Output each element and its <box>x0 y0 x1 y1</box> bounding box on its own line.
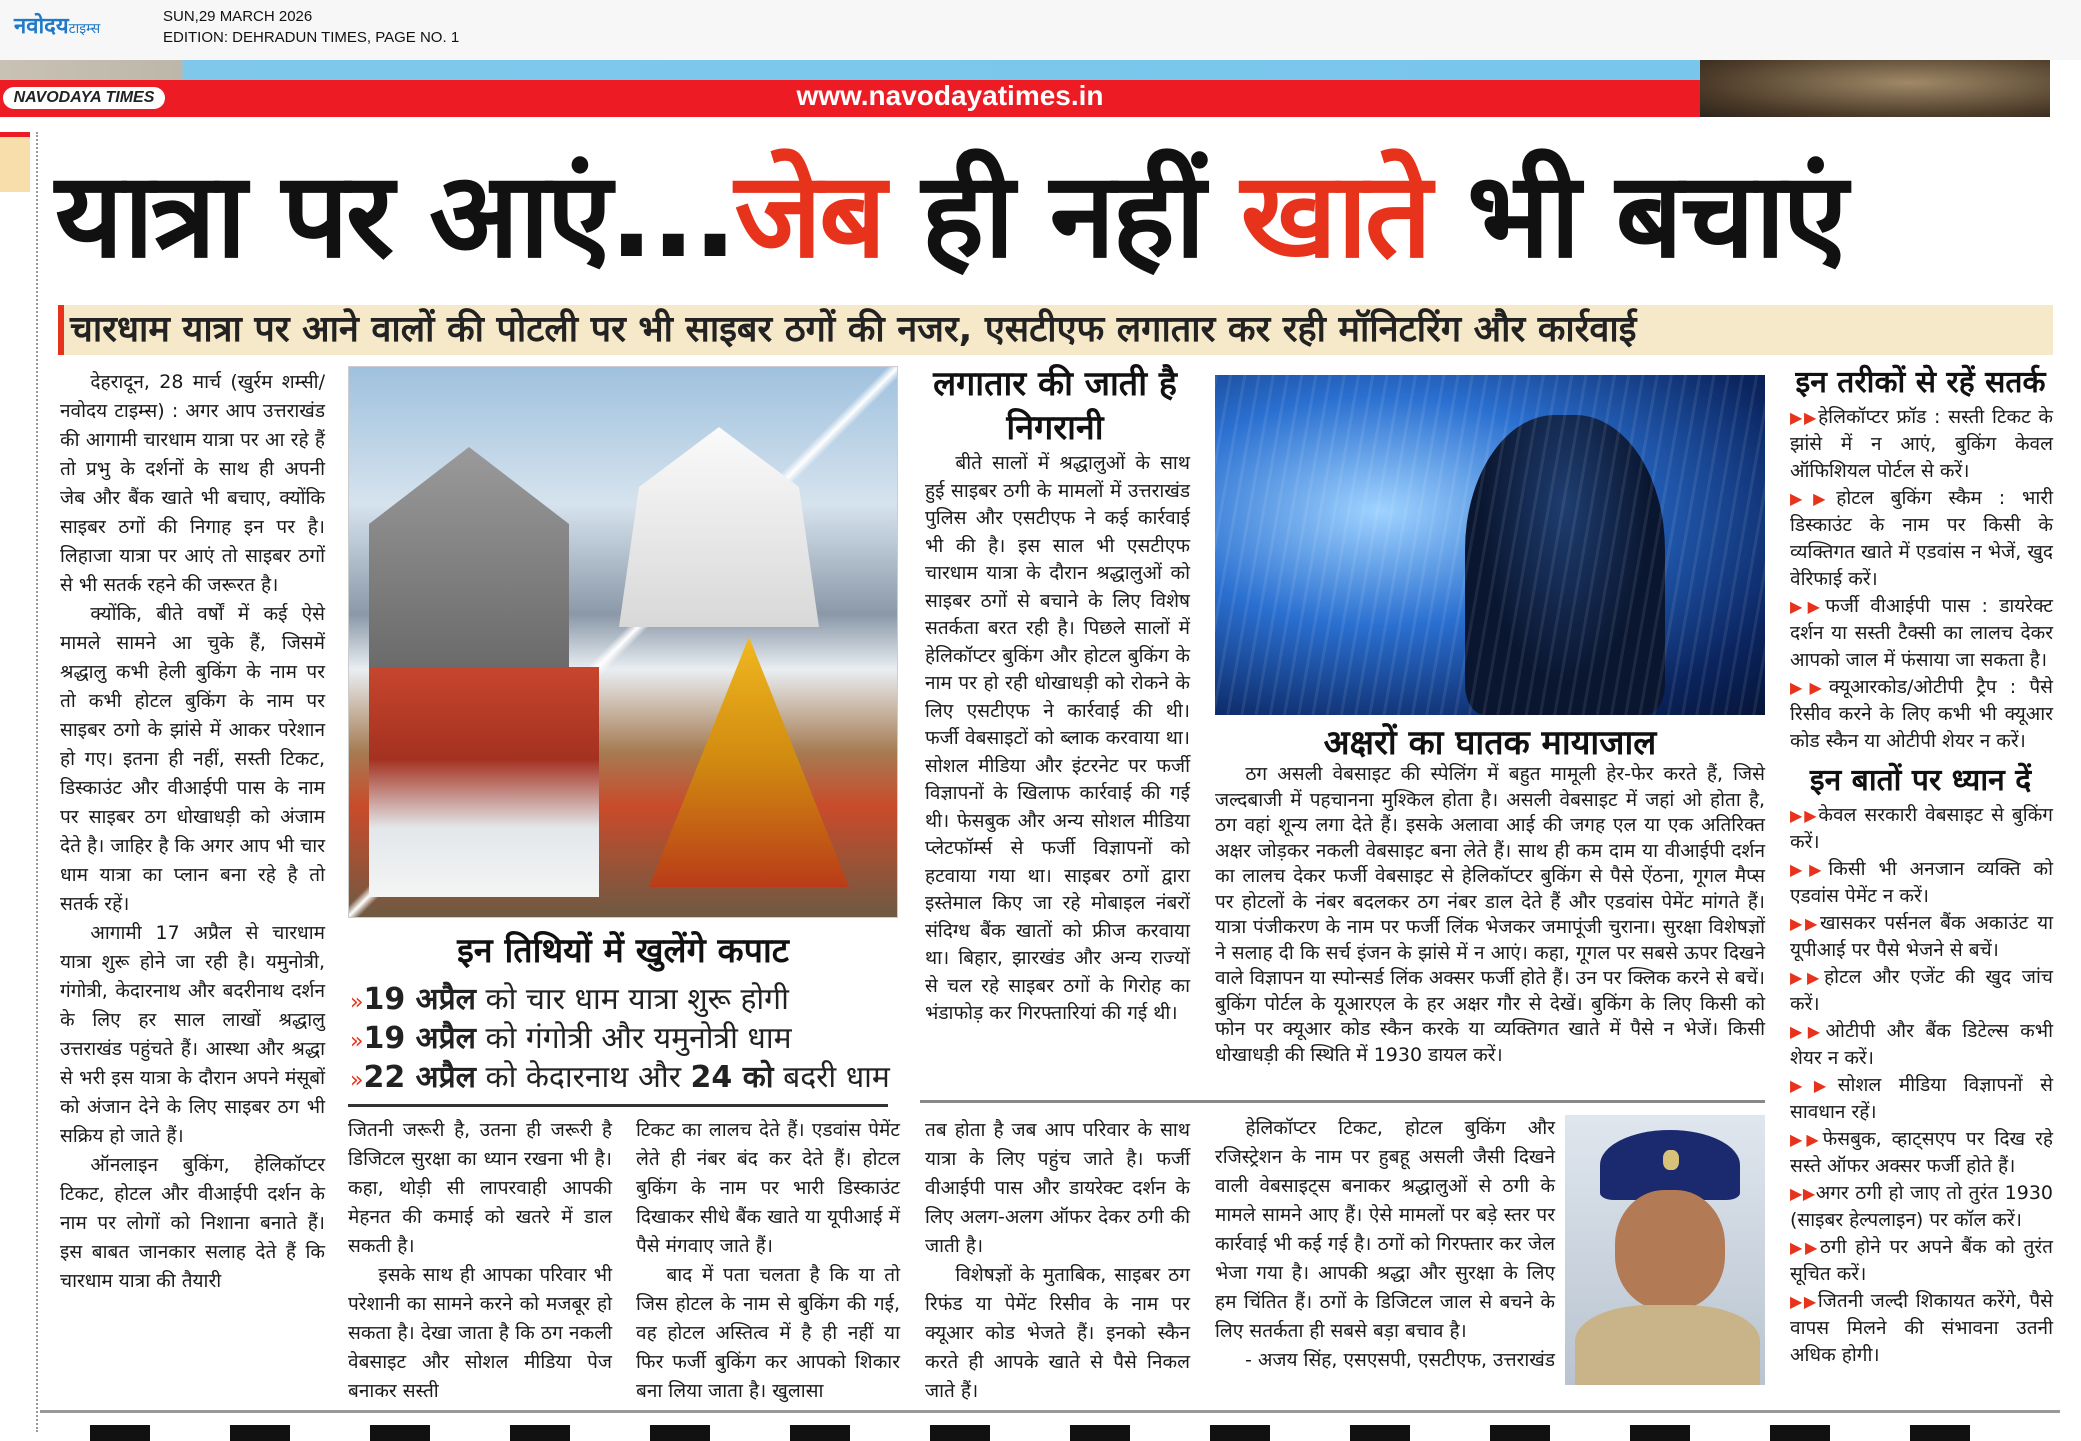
issue-date: SUN,29 MARCH 2026 <box>163 8 313 25</box>
tip-item <box>1790 856 2053 910</box>
logo-text: नवोदय <box>14 14 69 39</box>
headline-red-word: जेब <box>734 146 884 284</box>
mayajaal-story <box>1215 762 1765 1068</box>
next-headline-cutoff <box>90 1425 2040 1441</box>
tip-item <box>1790 802 2053 856</box>
monitoring-story <box>925 450 1190 1028</box>
story-continuation-1 <box>348 1116 612 1406</box>
paragraph: बीते सालों में श्रद्धालुओं के साथ हुई साइबर ठगी के मामलों में उत्तराखंड पुलिस और एसटीएफ ने कई कार्रवाई भी की है। इस साल भी एसटीएफ चारधाम यात्रा के दौरान श्रद्धालुओं को साइबर ठगों से बचाने के लिए विशेष सतर्कता बरत रही है। पिछले सालों में हेलिकॉप्टर बुकिंग और होटल बुकिंग के नाम पर हो रही धोखाधड़ी को रोकने के लिए एसटीएफ ने कार्रवाई की थी। फर्जी वेबसाइटों को ब्लाक करवाया था। सोशल मीडिया और इंटरनेट पर फर्जी विज्ञापनों के खिलाफ कार्रवाई की गई थी। फेसबुक और अन्य सोशल मीडिया प्लेटफॉर्म्स से फर्जी विज्ञापनों को हटवाया गया था। साइबर ठगों द्वारा इस्तेमाल किए जा रहे मोबाइल नंबरों संदिग्ध बैंक खातों को फ्रीज करवाया था। बिहार, झारखंड और अन्य राज्यों से चल रहे साइबर ठगों के गिरोह का भंडाफोड़ कर गिरफ्तारियां की गई थी। <box>925 452 1190 1024</box>
date-text: बदरी धाम <box>773 1060 890 1095</box>
tip-item <box>1790 1126 2053 1180</box>
paragraph: ठग असली वेबसाइट की स्पेलिंग में बहुत मामूली हेर-फेर करते हैं, जिसे जल्दबाजी में पहचानना मुश्किल होता है। असली वेबसाइट में जहां ओ होता है, ठग वहां शून्य लगा देते हैं। इसके अलावा आई की जगह एल या एक अतिरिक्त अक्षर जोड़कर नकली वेबसाइट बना लेते हैं। साथ ही कम दाम या वीआईपी दर्शन का लालच देकर फर्जी वेबसाइट से हेलिकॉप्टर बुकिंग से पैसे ऐंठना, गूगल मैप्स पर होटलों के नंबर बदलकर ठग नंबर डाल देते हैं और एडवांस पेमेंट मांगते हैं। यात्रा पंजीकरण के नाम पर फर्जी लिंक भेजकर जमापूंजी चुराना। सुरक्षा विशेषज्ञों ने सलाह दी कि सर्च इंजन के झांसे में न आएं। कहा, गूगल पर सबसे ऊपर दिखने वाले विज्ञापन या स्पोन्सर्ड लिंक अक्सर फर्जी होते हैं। उन पर क्लिक करने से बचें। बुकिंग पोर्टल के यूआरएल के हर अक्षर गौर से देखें। बुकिंग के लिए किसी को फोन पर क्यूआर कोड स्कैन करके या व्यक्तिगत खाते में पैसे न भेजें। किसी धोखाधड़ी की स्थिति में 1930 डायल करें। <box>1215 763 1765 1066</box>
double-arrow-icon: ▶▶ <box>1790 678 1829 697</box>
paragraph: क्योंकि, बीते वर्षों में कई ऐसे मामले सामने आ चुके हैं, जिसमें श्रद्धालु कभी हेली बुकिंग के नाम पर तो कभी होटल बुकिंग के नाम पर साइबर ठगो के झांसे में आकर परेशान हो गए। इतना ही नहीं, सस्ती टिकट, डिस्काउंट और वीआईपी पास के नाम पर साइबर ठग धोखाधड़ी को अंजाम देते है। जाहिर है कि अगर आप भी चार धाम यात्रा का प्लान बना रहे है तो सतर्क रहें। <box>60 603 325 915</box>
char-dham-temples-collage <box>348 366 898 918</box>
tip-text: हेलिकॉप्टर फ्रॉड : सस्ती टिकट के झांसे में न आएं, बुकिंग केवल ऑफिशियल पोर्टल से करें। <box>1790 406 2054 482</box>
double-arrow-icon: ▶▶ <box>1790 1292 1818 1311</box>
section-rule <box>920 1100 1765 1103</box>
date-text: को केदारनाथ और <box>476 1060 691 1095</box>
tip-text: फेसबुक, व्हाट्सएप पर दिख रहे सस्ते ऑफर अक्सर फर्जी होते हैं। <box>1790 1128 2054 1177</box>
date: 22 अप्रैल <box>363 1060 476 1095</box>
paragraph: बाद में पता चलता है कि या तो जिस होटल के नाम से बुकिंग की गई, वह होटल अस्तित्व में है ही नहीं या फिर फर्जी बुकिंग कर आपको शिकार बना लिया जाता है। खुलासा <box>636 1264 900 1402</box>
double-arrow-icon: ▶▶ <box>1790 914 1820 933</box>
headline-part: यात्रा पर आएं... <box>55 146 735 284</box>
tip-text: ठगी होने पर अपने बैंक को तुरंत सूचित करें। <box>1790 1236 2053 1285</box>
double-arrow-icon: ▶▶ <box>1790 860 1829 879</box>
tip-text: होटल बुकिंग स्कैम : भारी डिस्काउंट के नाम पर किसी के व्यक्तिगत खाते में एडवांस न भेजें, खुद वेरिफाई करें। <box>1790 487 2054 590</box>
double-arrow-icon: ▶▶ <box>1790 489 1837 508</box>
date-item <box>350 1021 900 1060</box>
tip-item <box>1790 674 2053 755</box>
section-rule <box>348 1104 888 1107</box>
double-arrow-icon: ▶▶ <box>1790 597 1826 616</box>
paragraph: जितनी जरूरी है, उतना ही जरूरी है डिजिटल सुरक्षा का ध्यान रखना भी है। कहा, थोड़ी सी लापरवाही आपकी मेहनत की कमाई को खतरे में डाल सकती है। <box>348 1119 612 1257</box>
tip-item <box>1790 910 2053 964</box>
tip-text: अगर ठगी हो जाए तो तुरंत 1930 (साइबर हेल्पलाइन) पर कॉल करें। <box>1790 1182 2053 1231</box>
tip-text: होटल और एजेंट की खुद जांच करें। <box>1790 966 2053 1015</box>
tip-item <box>1790 964 2053 1018</box>
tip-item <box>1790 1180 2053 1234</box>
kapat-dates-list <box>350 982 900 1099</box>
headline-part: ही नहीं <box>883 146 1241 284</box>
date-item <box>350 1060 900 1099</box>
website-url[interactable]: www.navodayatimes.in <box>796 80 1104 111</box>
satark-heading: इन तरीकों से रहें सतर्क <box>1795 365 2046 400</box>
date: 19 अप्रैल <box>363 1021 476 1056</box>
tip-item <box>1790 404 2053 485</box>
tip-item <box>1790 1288 2053 1369</box>
tip-text: क्यूआरकोड/ओटीपी ट्रैप : पैसे रिसीव करने के लिए कभी भी क्यूआर कोड स्कैन या ओटीपी शेयर न करें। <box>1790 676 2054 752</box>
double-arrow-icon: ▶▶ <box>1790 968 1825 987</box>
paragraph: देहरादून, 28 मार्च (खुर्रम शम्सी/नवोदय टाइम्स) : अगर आप उत्तराखंड की आगामी चारधाम यात्रा पर आ रहे हैं तो प्रभु के दर्शनों के साथ ही अपनी जेब और बैंक खाते भी बचाए, क्योंकि साइबर ठगों की निगाह इन पर है। लिहाजा यात्रा पर आएं तो साइबर ठगों से भी सतर्क रहने की जरूरत है। <box>60 371 325 596</box>
double-arrow-icon: » <box>350 990 364 1015</box>
paragraph: ऑनलाइन बुकिंग, हेलिकॉप्टर टिकट, होटल और वीआईपी दर्शन के नाम पर लोगों को निशाना बनाते हैं। इस बाबत जानकार सलाह देते हैं कि चारधाम यात्रा की तैयारी <box>60 1154 325 1292</box>
double-arrow-icon: ▶▶ <box>1790 1022 1826 1041</box>
tip-text: सोशल मीडिया विज्ञापनों से सावधान रहें। <box>1790 1074 2054 1123</box>
double-arrow-icon: ▶▶ <box>1790 806 1819 825</box>
dhyan-heading: इन बातों पर ध्यान दें <box>1809 763 2032 798</box>
story-continuation-2 <box>636 1116 900 1406</box>
date-item <box>350 982 900 1021</box>
lead-story <box>60 368 325 1296</box>
mayajaal-heading: अक्षरों का घातक मायाजाल <box>1323 723 1657 763</box>
date: 19 अप्रैल <box>363 982 476 1017</box>
satark-list <box>1790 404 2053 755</box>
official-quote <box>1215 1114 1555 1375</box>
tip-item <box>1790 1234 2053 1288</box>
tip-item <box>1790 485 2053 593</box>
officer-photo <box>1565 1115 1765 1385</box>
double-arrow-icon: ▶▶ <box>1790 1076 1838 1095</box>
hooded-hacker-photo <box>1215 375 1765 715</box>
paragraph: आगामी 17 अप्रैल से चारधाम यात्रा शुरू होने जा रही है। यमुनोत्री, गंगोत्री, केदारनाथ और बदरीनाथ दर्शन के लिए हर साल लाखों श्रद्धालु उत्तराखंड पहुंचते हैं। आस्था और श्रद्धा से भरी इस यात्रा के दौरान अपने मंसूबों को अंजान देने के लिए साइबर ठग भी सक्रिय हो जाते हैं। <box>60 922 325 1147</box>
paragraph: इसके साथ ही आपका परिवार भी परेशानी का सामने करने को मजबूर हो सकता है। देखा जाता है कि ठग नकली वेबसाइट और सोशल मीडिया पेज बनाकर सस्ती <box>348 1264 612 1402</box>
main-headline <box>55 130 2065 300</box>
masthead-title: NAVODAYA TIMES <box>3 87 165 109</box>
tip-text: जितनी जल्दी शिकायत करेंगे, पैसे वापस मिलने की संभावना उतनी अधिक होगी। <box>1790 1290 2054 1366</box>
paragraph: विशेषज्ञों के मुताबिक, साइबर ठग रिफंड या पेमेंट रिसीव के नाम पर क्यूआर कोड भेजते हैं। इनको स्कैन करते ही आपके खाते से पैसे निकल जाते हैं। <box>925 1264 1190 1402</box>
edition-info: EDITION: DEHRADUN TIMES, PAGE NO. 1 <box>163 29 460 46</box>
dhyan-list <box>1790 802 2053 1369</box>
headline-part: भी बचाएं <box>1428 146 1845 284</box>
tip-item <box>1790 1072 2053 1126</box>
paragraph: टिकट का लालच देते हैं। एडवांस पेमेंट लेते ही नंबर बंद कर देते हैं। होटल बुकिंग के नाम पर भारी डिस्काउंट दिखाकर सीधे बैंक खाते या यूपीआई में पैसे मंगवाए जाते हैं। <box>636 1119 900 1257</box>
sub-headline: चारधाम यात्रा पर आने वालों की पोटली पर भी साइबर ठगों की नजर, एसटीएफ लगातार कर रही मॉनिटरिंग और कार्रवाई <box>58 305 2053 355</box>
tip-text: फर्जी वीआईपी पास : डायरेक्ट दर्शन या सस्ती टैक्सी का लालच देकर आपको जाल में फंसाया जा सकता है। <box>1790 595 2054 671</box>
date-text: को गंगोत्री और यमुनोत्री धाम <box>476 1021 792 1056</box>
kapat-dates-heading: इन तिथियों में खुलेंगे कपाट <box>457 931 789 971</box>
tip-item <box>1790 593 2053 674</box>
double-arrow-icon: » <box>350 1029 364 1054</box>
quote-text: हेलिकॉप्टर टिकट, होटल बुकिंग और रजिस्ट्रेशन के नाम पर हुबहू असली जैसी दिखने वाली वेबसाइट्स बनाकर श्रद्धालुओं से ठगी के मामले सामने आए हैं। ऐसे मामलों पर बड़े स्तर पर कार्रवाई भी कई गई है। ठगों को गिरफ्तार कर जेल भेजा गया है। आपकी श्रद्धा और सुरक्षा के लिए हम चिंतित हैं। ठगों के डिजिटल जाल से बचने के लिए सतर्कता ही सबसे बड़ा बचाव है। <box>1215 1117 1556 1342</box>
tip-text: ओटीपी और बैंक डिटेल्स कभी शेयर न करें। <box>1790 1020 2053 1069</box>
headline-red-word: खाते <box>1240 146 1429 284</box>
quote-attribution: - अजय सिंह, एसएसपी, एसटीएफ, उत्तराखंड <box>1244 1349 1555 1371</box>
paragraph: तब होता है जब आप परिवार के साथ यात्रा के लिए पहुंच जाते है। फर्जी वीआईपी पास और डायरेक्ट दर्शन के लिए अलग-अलग ऑफर देकर ठगी की जाती है। <box>925 1119 1190 1257</box>
tip-text: केवल सरकारी वेबसाइट से बुकिंग करें। <box>1790 804 2053 853</box>
double-arrow-icon: ▶▶ <box>1790 1130 1823 1149</box>
tip-item <box>1790 1018 2053 1072</box>
page-bottom-rule <box>40 1410 2060 1413</box>
date: 24 को <box>690 1060 774 1095</box>
double-arrow-icon: ▶▶ <box>1790 1238 1820 1257</box>
navodaya-logo[interactable] <box>14 10 100 40</box>
double-arrow-icon: ▶▶ <box>1790 408 1819 427</box>
tip-text: खासकर पर्सनल बैंक अकाउंट या यूपीआई पर पैसे भेजने से बचें। <box>1790 912 2054 961</box>
story-continuation-3 <box>925 1116 1190 1406</box>
tip-text: किसी भी अनजान व्यक्ति को एडवांस पेमेंट न करें। <box>1790 858 2054 907</box>
date-text: को चार धाम यात्रा शुरू होगी <box>476 982 789 1017</box>
monitoring-heading: लगातार की जाती है निगरानी <box>933 364 1177 448</box>
column-divider <box>36 132 38 1432</box>
double-arrow-icon: » <box>350 1068 364 1093</box>
double-arrow-icon: ▶▶ <box>1790 1184 1816 1203</box>
logo-suffix: टाइम्स <box>68 21 101 37</box>
previous-page-edge <box>0 132 30 192</box>
temple-banner-photo <box>1700 60 2050 117</box>
